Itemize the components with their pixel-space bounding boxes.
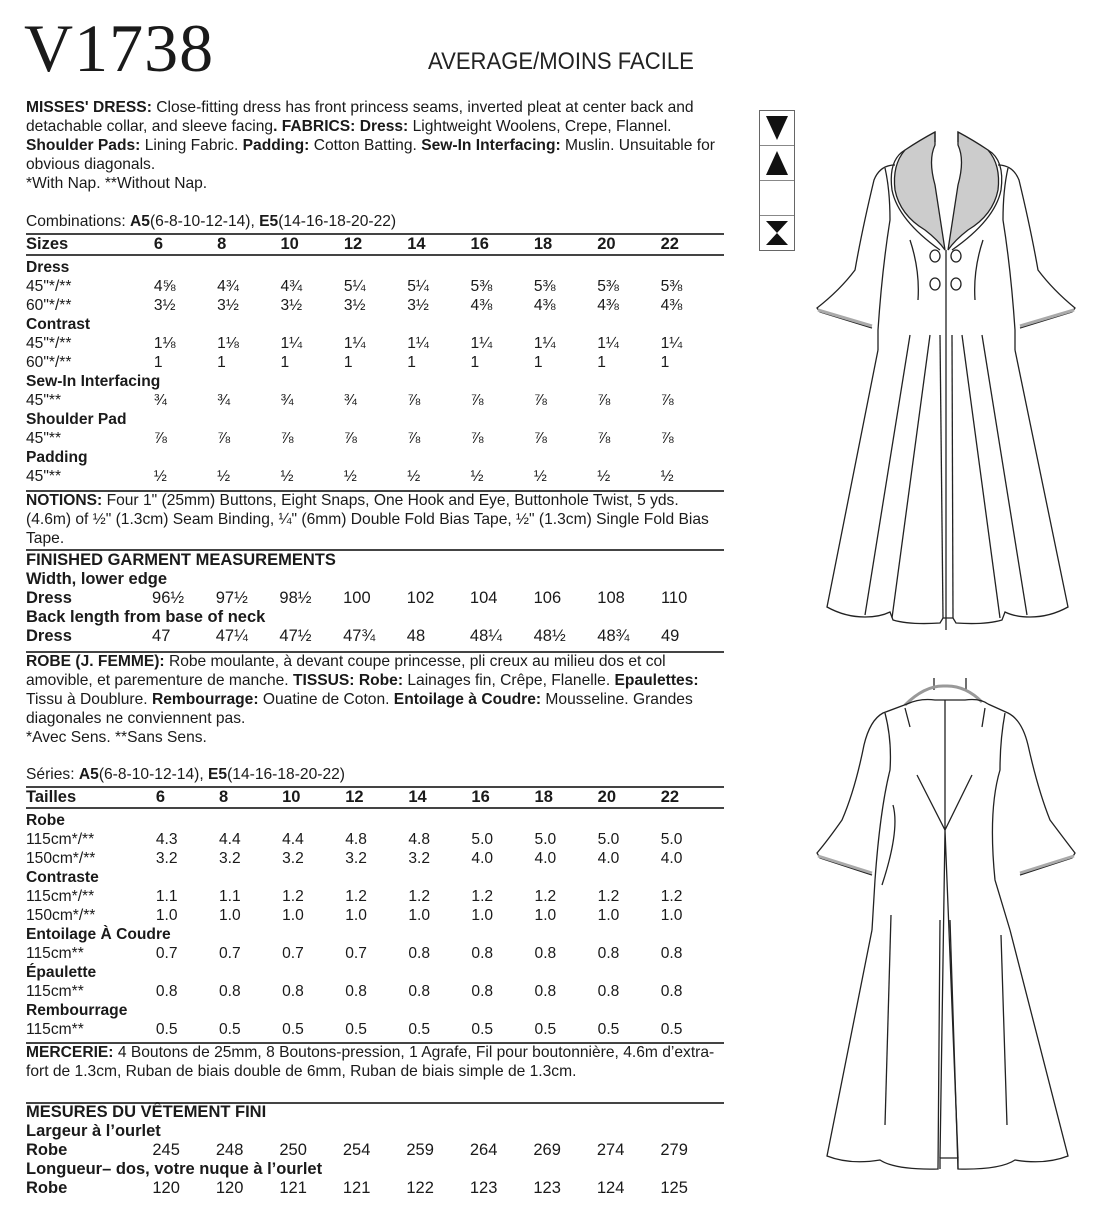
width-label: 60"*/**	[26, 354, 72, 371]
table-cell: ⅞	[407, 430, 421, 447]
size-header: 8	[218, 788, 229, 806]
measurement-value: 49	[660, 627, 680, 645]
table-cell: ¾	[153, 392, 167, 409]
table-cell: ⅞	[660, 430, 674, 447]
measurement-value: 47	[152, 627, 171, 645]
table-cell: ½	[533, 468, 547, 485]
measurement-value: 47½	[279, 627, 312, 645]
table-cell: 1.2	[471, 888, 494, 905]
table-cell: 1.0	[660, 907, 683, 924]
category-label: Entoilage À Coudre	[26, 926, 171, 943]
bold-label: TISSUS: Robe:	[292, 672, 404, 689]
difficulty-label: AVERAGE/MOINS FACILE	[428, 48, 694, 75]
table-cell: 5⅜	[597, 278, 619, 295]
table-cell: 0.8	[408, 983, 430, 1000]
nap-note: *With Nap. **Without Nap.	[26, 175, 208, 192]
size-header: 20	[597, 788, 616, 806]
table-cell: ¾	[343, 392, 357, 409]
table-cell: 1	[597, 354, 606, 371]
bold-label: Epaulettes:	[614, 672, 699, 689]
measurement-value: 120	[215, 1179, 244, 1197]
finished-title: FINISHED GARMENT MEASUREMENTS	[26, 551, 336, 569]
table-cell: ¾	[280, 392, 294, 409]
table-cell: 0.5	[218, 1021, 241, 1038]
table-cell: ⅞	[407, 392, 421, 409]
size-header: 22	[660, 235, 679, 253]
category-label: Robe	[26, 812, 65, 829]
table-cell: ¾	[217, 392, 231, 409]
table-cell: 0.8	[471, 945, 494, 962]
table-row	[26, 391, 724, 410]
finished-table	[26, 551, 724, 646]
bold-label: Shoulder Pads:	[26, 137, 141, 154]
description-text	[26, 653, 699, 727]
table-cell: 0.8	[534, 945, 557, 962]
table-row	[26, 296, 724, 315]
blank-symbol	[760, 181, 794, 216]
finished-measurements-english	[26, 551, 724, 646]
width-label: 60"*/**	[26, 297, 72, 314]
finished-title: MESURES DU VÊTEMENT FINI	[26, 1103, 267, 1121]
size-header: 10	[280, 235, 299, 253]
table-cell: ½	[153, 468, 167, 485]
width-label: 45"**	[26, 392, 62, 409]
size-header: 18	[534, 788, 553, 806]
measurement-row	[26, 627, 724, 646]
measurement-heading-row	[26, 570, 724, 589]
description-text	[26, 99, 715, 173]
measurement-value: 245	[152, 1141, 180, 1159]
measurement-value: 98½	[279, 589, 312, 607]
measurement-value: 269	[533, 1141, 561, 1159]
table-cell: ⅞	[470, 430, 484, 447]
table-cell: 0.5	[597, 1021, 620, 1038]
table-cell: 5¼	[343, 278, 366, 295]
table-cell: 1.2	[282, 888, 304, 905]
width-label: 45"**	[26, 430, 62, 447]
table-cell: 4⅜	[533, 297, 556, 314]
measurement-value: 48¼	[469, 627, 503, 645]
size-header: 10	[282, 788, 301, 806]
table-cell: 3.2	[282, 850, 304, 867]
table-cell: 5.0	[660, 831, 683, 848]
width-label: 150cm*/**	[26, 850, 96, 867]
table-cell: ⅞	[280, 430, 294, 447]
measurement-row	[26, 1179, 724, 1198]
table-row	[26, 906, 724, 925]
table-cell: 4.0	[597, 850, 620, 867]
bold-label: Entoilage à Coudre:	[393, 691, 542, 708]
measurement-value: 121	[279, 1179, 307, 1197]
table-cell: 1.0	[345, 907, 367, 924]
table-cell: 1.2	[408, 888, 430, 905]
measurement-value: 125	[660, 1179, 688, 1197]
size-header: 20	[597, 235, 616, 253]
sizes-header-row	[26, 235, 724, 255]
measurement-value: 110	[660, 589, 688, 607]
width-label: 150cm*/**	[26, 907, 96, 924]
bold-label: ROBE (J. FEMME):	[26, 653, 165, 670]
measurement-value: 279	[660, 1141, 688, 1159]
pattern-number: V1738	[24, 10, 215, 86]
table-cell: 5⅜	[660, 278, 683, 295]
category-label: Dress	[26, 259, 70, 276]
measurement-value: 97½	[215, 589, 248, 607]
category-label: Shoulder Pad	[26, 411, 127, 428]
table-cell: 0.8	[597, 983, 620, 1000]
category-row	[26, 410, 724, 429]
table-cell: 1.0	[534, 907, 557, 924]
table-cell: 1	[407, 354, 416, 371]
size-header: 22	[660, 788, 680, 806]
table-cell: 4⅜	[597, 297, 619, 314]
text: Close-fitting dress has front princess seams, inverted pleat at center back and detachable collar, and sleeve facing	[26, 99, 694, 135]
table-cell: 1	[217, 354, 226, 371]
notions: NOTIONS: Four 1" (25mm) Buttons, Eight Snaps, One Hook and Eye, Buttonhole Twist, 5 yds. (4.6m) of ½" (1.3cm) Seam Binding, ¼" (6mm) Double Fold Bias Tape, ½" (1.3cm) Single Fold Bias Tape.	[26, 492, 709, 547]
table-row	[26, 849, 724, 868]
table-cell: 5⅜	[470, 278, 493, 295]
table-cell: 4⅜	[660, 297, 683, 314]
finished-title-row	[26, 1103, 724, 1122]
measurement-value: 48	[406, 627, 426, 645]
category-row	[26, 448, 724, 467]
table-cell: 1	[280, 354, 290, 371]
table-cell: 1.2	[660, 888, 683, 905]
table-row	[26, 353, 724, 372]
table-cell: 0.5	[534, 1021, 557, 1038]
table-cell: 3½	[407, 297, 429, 314]
table-cell: 1⅛	[153, 335, 176, 352]
table-cell: 0.8	[660, 983, 683, 1000]
measurement-heading: Largeur à l’ourlet	[26, 1122, 161, 1140]
table-cell: ½	[280, 468, 294, 485]
category-label: Épaulette	[26, 964, 97, 981]
text: Muslin. Unsuitable for obvious diagonals.	[26, 137, 715, 173]
table-cell: 1.0	[597, 907, 620, 924]
table-cell: 0.5	[345, 1021, 367, 1038]
table-row	[26, 467, 724, 486]
sizes-label: Sizes	[26, 235, 69, 253]
garment-label: Dress	[26, 589, 72, 607]
table-cell: ½	[470, 468, 484, 485]
width-label: 45"*/**	[26, 278, 72, 295]
size-header: 8	[217, 235, 227, 253]
sizes-label: Tailles	[26, 788, 77, 806]
table-cell: ⅞	[533, 392, 547, 409]
measurement-value: 264	[469, 1141, 498, 1159]
measurement-value: 254	[342, 1141, 371, 1159]
table-cell: 0.8	[282, 983, 304, 1000]
table-row	[26, 830, 724, 849]
text: Cotton Batting.	[309, 137, 422, 154]
width-label: 45"*/**	[26, 335, 72, 352]
finished-measurements-french	[26, 1103, 724, 1198]
table-cell: 5.0	[597, 831, 620, 848]
table-cell: ⅞	[343, 430, 357, 447]
hourglass-icon	[760, 216, 794, 250]
table-cell: 4.0	[660, 850, 683, 867]
measurement-heading-row	[26, 1160, 724, 1179]
category-label: Rembourrage	[26, 1002, 128, 1019]
garment-label: Dress	[26, 627, 72, 645]
table-cell: 0.5	[282, 1021, 304, 1038]
triangle-up-icon	[760, 146, 794, 181]
garment-label: Robe	[26, 1179, 68, 1197]
table-cell: 1¼	[407, 335, 429, 352]
text: Lainages fin, Crêpe, Flanelle.	[403, 672, 615, 689]
table-cell: 1	[343, 354, 353, 371]
table-row	[26, 944, 724, 963]
table-cell: 0.8	[597, 945, 620, 962]
category-row	[26, 315, 724, 334]
measurement-heading: Width, lower edge	[26, 570, 168, 588]
table-cell: ⅞	[153, 430, 167, 447]
table-row	[26, 1020, 724, 1039]
garment-label: Robe	[26, 1141, 68, 1159]
measurement-value: 104	[469, 589, 498, 607]
table-cell: 5¼	[407, 278, 429, 295]
text: Mousseline. Grandes diagonales ne conviennent pas.	[26, 691, 693, 727]
category-row	[26, 1001, 724, 1020]
table-cell: 1.0	[155, 907, 178, 924]
bold-label: Sew-In Interfacing:	[421, 137, 561, 154]
width-label: 115cm*/**	[26, 831, 95, 848]
table-cell: ½	[597, 468, 611, 485]
table-cell: ½	[407, 468, 421, 485]
table-cell: 0.8	[660, 945, 683, 962]
table-cell: 3½	[217, 297, 239, 314]
finished-title-row	[26, 551, 724, 570]
dress-back-illustration	[800, 670, 1100, 1170]
table-cell: ⅞	[470, 392, 484, 409]
table-row	[26, 887, 724, 906]
table-cell: 0.8	[408, 945, 430, 962]
mercerie: MERCERIE: 4 Boutons de 25mm, 8 Boutons-pression, 1 Agrafe, Fil pour boutonnière, 4.6m d’extra-fort de 1.3cm, Ruban de biais double de 6mm, Ruban de biais simple de 1.3cm.	[26, 1044, 715, 1080]
table-cell: 1.1	[218, 888, 241, 905]
category-row	[26, 372, 724, 391]
english-description	[26, 98, 726, 193]
dress-front-illustration	[800, 90, 1100, 630]
table-cell: ⅞	[597, 392, 611, 409]
text: Ouatine de Coton.	[258, 691, 394, 708]
table-row	[26, 334, 724, 353]
measurement-value: 274	[596, 1141, 625, 1159]
table-cell: 4¾	[217, 278, 239, 295]
measurement-heading-row	[26, 608, 724, 627]
category-row	[26, 258, 724, 277]
table-cell: 1.0	[408, 907, 430, 924]
table-cell: ½	[217, 468, 231, 485]
width-label: 115cm**	[26, 945, 84, 962]
size-header: 16	[471, 788, 490, 806]
measurement-value: 122	[406, 1179, 434, 1197]
size-header: 12	[345, 788, 364, 806]
table-cell: 3.2	[408, 850, 430, 867]
table-cell: 0.5	[660, 1021, 683, 1038]
bold-label: Padding:	[242, 137, 310, 154]
combinations-line: Combinations: A5(6-8-10-12-14), E5(14-16-18-20-22)	[26, 213, 397, 230]
table-cell: 1¼	[660, 335, 683, 352]
table-cell: 4.4	[282, 831, 304, 848]
table-row	[26, 429, 724, 448]
size-header: 6	[153, 235, 163, 253]
measurement-value: 250	[279, 1141, 307, 1159]
table-cell: 4.8	[345, 831, 367, 848]
table-cell: 1	[153, 354, 163, 371]
measurement-value: 120	[152, 1179, 180, 1197]
table-cell: 1.2	[534, 888, 557, 905]
measurement-value: 100	[343, 589, 371, 607]
french-description	[26, 652, 726, 747]
table-cell: 0.7	[218, 945, 241, 962]
size-header: 6	[155, 788, 166, 806]
table-cell: ½	[660, 468, 674, 485]
table-cell: 5.0	[534, 831, 557, 848]
table-cell: 0.8	[471, 983, 494, 1000]
table-cell: 4¾	[280, 278, 303, 295]
measurement-value: 47¼	[215, 627, 248, 645]
width-label: 115cm**	[26, 1021, 84, 1038]
measurement-value: 123	[533, 1179, 561, 1197]
table-cell: 4.3	[155, 831, 178, 848]
table-cell: ⅞	[533, 430, 547, 447]
table-cell: 5⅜	[533, 278, 556, 295]
yardage-table-french	[26, 788, 724, 1039]
measurement-value: 47¾	[343, 627, 376, 645]
table-row	[26, 982, 724, 1001]
table-cell: ⅞	[217, 430, 231, 447]
text: Robe moulante, à devant coupe princesse, pli creux au milieu dos et col amovible, et parementure de manche.	[26, 653, 666, 689]
measurement-value: 259	[406, 1141, 434, 1159]
table-cell: 1.0	[282, 907, 304, 924]
table-cell: 1.0	[471, 907, 494, 924]
finished-table	[26, 1103, 724, 1198]
series-line: Séries: A5(6-8-10-12-14), E5(14-16-18-20-22)	[26, 766, 345, 783]
size-header: 16	[470, 235, 489, 253]
table-cell: 0.5	[408, 1021, 430, 1038]
measurement-value: 108	[597, 589, 625, 607]
table-cell: 3½	[280, 297, 303, 314]
measurement-heading-row	[26, 1122, 724, 1141]
table-cell: 4.0	[534, 850, 557, 867]
table-cell: 1¼	[533, 335, 556, 352]
table-cell: 0.8	[534, 983, 557, 1000]
measurement-value: 121	[342, 1179, 371, 1197]
width-label: 115cm**	[26, 983, 84, 1000]
table-cell: 3.2	[345, 850, 367, 867]
table-cell: 4⅝	[153, 278, 176, 295]
measurement-value: 123	[469, 1179, 498, 1197]
layout-symbols	[759, 110, 795, 251]
category-row	[26, 811, 724, 830]
measurement-row	[26, 1141, 724, 1160]
table-cell: 0.5	[155, 1021, 178, 1038]
bold-label: MISSES' DRESS:	[26, 99, 152, 116]
measurement-value: 48½	[533, 627, 566, 645]
sizes-header-row	[26, 788, 724, 808]
category-row	[26, 925, 724, 944]
measurement-value: 102	[406, 589, 435, 607]
text: Lining Fabric.	[140, 137, 243, 154]
table-cell: 1	[660, 354, 670, 371]
size-header: 18	[533, 235, 553, 253]
triangle-down-icon	[760, 111, 794, 146]
width-label: 115cm*/**	[26, 888, 95, 905]
table-cell: 1	[470, 354, 480, 371]
table-cell: 0.8	[155, 983, 178, 1000]
measurement-row	[26, 589, 724, 608]
table-cell: 4⅜	[470, 297, 493, 314]
yardage-table-english	[26, 235, 724, 486]
table-cell: 0.7	[155, 945, 178, 962]
bold-label: . FABRICS: Dress:	[273, 118, 409, 135]
category-label: Contraste	[26, 869, 99, 886]
table-cell: 3½	[343, 297, 366, 314]
table-cell: ⅞	[597, 430, 611, 447]
category-row	[26, 963, 724, 982]
table-cell: 1.1	[155, 888, 178, 905]
measurement-value: 248	[215, 1141, 244, 1159]
table-cell: 4.8	[408, 831, 430, 848]
text: Tissu à Doublure.	[26, 691, 152, 708]
category-label: Contrast	[26, 316, 91, 333]
table-cell: 0.8	[345, 983, 367, 1000]
table-cell: 1	[533, 354, 543, 371]
table-cell: 1.0	[218, 907, 241, 924]
table-cell: 3.2	[155, 850, 178, 867]
table-cell: 0.8	[218, 983, 241, 1000]
table-cell: 0.5	[471, 1021, 494, 1038]
table-cell: 1.2	[345, 888, 367, 905]
measurement-value: 96½	[152, 589, 185, 607]
table-cell: 1⅛	[217, 335, 239, 352]
table-cell: 0.7	[345, 945, 367, 962]
table-cell: 3.2	[218, 850, 241, 867]
measurement-value: 106	[533, 589, 562, 607]
table-cell: 0.7	[282, 945, 304, 962]
category-label: Padding	[26, 449, 88, 466]
nap-note: *Avec Sens. **Sans Sens.	[26, 729, 207, 746]
category-row	[26, 868, 724, 887]
width-label: 45"**	[26, 468, 62, 485]
table-cell: 1.2	[597, 888, 620, 905]
table-cell: 1¼	[470, 335, 493, 352]
table-cell: ½	[343, 468, 357, 485]
measurement-heading: Longueur– dos, votre nuque à l’ourlet	[26, 1160, 323, 1178]
size-header: 14	[408, 788, 427, 806]
table-row	[26, 277, 724, 296]
measurement-heading: Back length from base of neck	[26, 608, 266, 626]
category-label: Sew-In Interfacing	[26, 373, 161, 390]
measurement-value: 48¾	[597, 627, 630, 645]
size-header: 12	[343, 235, 363, 253]
table-cell: 1¼	[597, 335, 619, 352]
table-cell: 5.0	[471, 831, 494, 848]
table-cell: 1¼	[280, 335, 303, 352]
table-cell: 3½	[153, 297, 176, 314]
table-cell: 4.0	[471, 850, 494, 867]
table-cell: 1¼	[343, 335, 366, 352]
table-cell: 4.4	[218, 831, 241, 848]
table-cell: ⅞	[660, 392, 674, 409]
text: Lightweight Woolens, Crepe, Flannel.	[408, 118, 672, 135]
bold-label: Rembourrage:	[151, 691, 259, 708]
size-header: 14	[407, 235, 426, 253]
measurement-value: 124	[596, 1179, 625, 1197]
